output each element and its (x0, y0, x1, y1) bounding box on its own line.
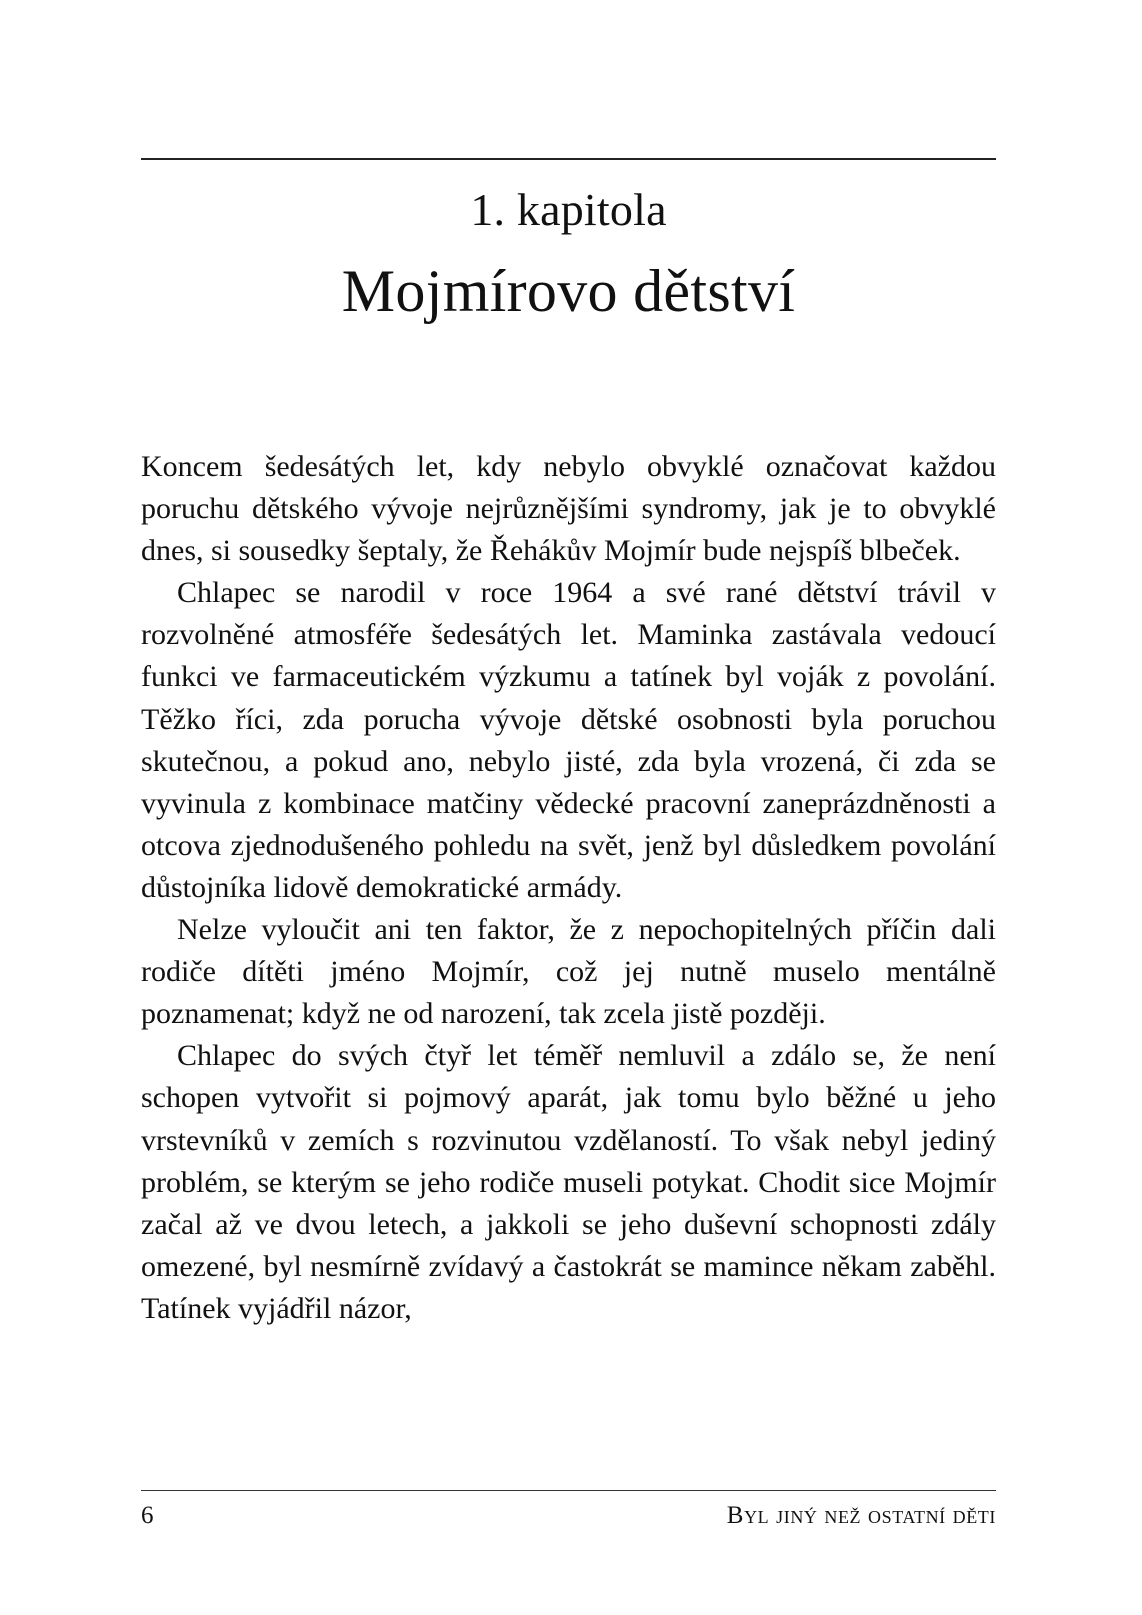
body-text (141, 446, 996, 1330)
header-rule (141, 158, 996, 160)
chapter-number: 1. kapitola (470, 184, 667, 235)
page-number: 6 (141, 1502, 154, 1529)
footer-rule (141, 1490, 996, 1491)
paragraph: Nelze vyloučit ani ten faktor, že z nepochopitelných příčin dali rodiče dítěti jméno Mojmír, což jej nutně muselo mentálně poznamenat; když ne od narození, tak zcela jistě později. (141, 913, 996, 1031)
paragraph: Koncem šedesátých let, kdy nebylo obvyklé označovat každou poruchu dětského vývoje nejrůznějšími syndromy, jak je to obvyklé dnes, si sousedky šeptaly, že Řehákův Mojmír bude nejspíš blbeček. (141, 450, 996, 568)
running-title: Byl jiný než ostatní děti (726, 1502, 996, 1529)
chapter-title: Mojmírovo dětství (341, 258, 796, 324)
paragraph: Chlapec do svých čtyř let téměř nemluvil a zdálo se, že není schopen vytvořit si pojmový aparát, jak tomu bylo běžné u jeho vrstevníků v zemích s rozvinutou vzdělaností. To však nebyl jediný problém, se kterým se jeho rodiče museli potykat. Chodit sice Mojmír začal až ve dvou letech, a jakkoli se jeho duševní schopnosti zdály omezené, byl nesmírně zvídavý a častokrát se mamince někam zaběhl. Tatínek vyjádřil názor, (141, 1039, 996, 1325)
paragraph: Chlapec se narodil v roce 1964 a své rané dětství trávil v rozvolněné atmosféře šedesátých let. Maminka zastávala vedoucí funkci ve farmaceutickém výzkumu a tatínek byl voják z povolání. Těžko říci, zda porucha vývoje dětské osobnosti byla poruchou skutečnou, a pokud ano, nebylo jisté, zda byla vrozená, či zda se vyvinula z kombinace matčiny vědecké pracovní zaneprázdněnosti a otcova zjednodušeného pohledu na svět, jenž byl důsledkem povolání důstojníka lidově demokratické armády. (141, 576, 996, 904)
